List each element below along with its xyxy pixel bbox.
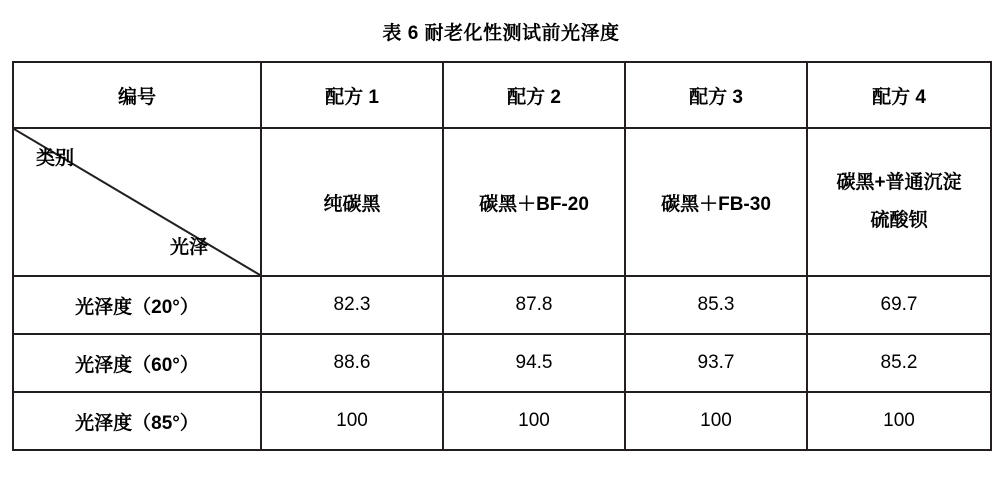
row-label-gloss-20: 光泽度（20°） — [13, 276, 261, 334]
header-cell-formula-3: 配方 3 — [625, 62, 807, 128]
header-cell-id: 编号 — [13, 62, 261, 128]
cell-gloss-20-formula-1: 82.3 — [261, 276, 443, 334]
cell-gloss-85-formula-1: 100 — [261, 392, 443, 450]
cell-gloss-60-formula-2: 94.5 — [443, 334, 625, 392]
formula-cell-2: 碳黑＋BF-20 — [443, 128, 625, 276]
split-cell-top-label: 类别 — [36, 148, 75, 169]
gloss-table — [12, 61, 992, 451]
table-header-row — [13, 62, 991, 128]
header-cell-formula-1: 配方 1 — [261, 62, 443, 128]
row-label-gloss-60: 光泽度（60°） — [13, 334, 261, 392]
cell-gloss-60-formula-3: 93.7 — [625, 334, 807, 392]
cell-gloss-85-formula-4: 100 — [807, 392, 991, 450]
table-row — [13, 334, 991, 392]
table-caption: 表 6 耐老化性测试前光泽度 — [382, 23, 620, 44]
cell-gloss-85-formula-2: 100 — [443, 392, 625, 450]
formula-cell-3: 碳黑＋FB-30 — [625, 128, 807, 276]
table-row — [13, 276, 991, 334]
table-row — [13, 392, 991, 450]
header-cell-formula-2: 配方 2 — [443, 62, 625, 128]
cell-gloss-20-formula-4: 69.7 — [807, 276, 991, 334]
formula-cell-1: 纯碳黑 — [261, 128, 443, 276]
formula-cell-4-line-2: 硫酸钡 — [870, 210, 928, 231]
cell-gloss-60-formula-4: 85.2 — [807, 334, 991, 392]
header-cell-formula-4: 配方 4 — [807, 62, 991, 128]
cell-gloss-20-formula-3: 85.3 — [625, 276, 807, 334]
formula-cell-4-line-1: 碳黑+普通沉淀 — [836, 172, 962, 193]
cell-gloss-85-formula-3: 100 — [625, 392, 807, 450]
split-cell-bottom-label: 光泽 — [169, 237, 208, 258]
diagonal-split-cell — [13, 128, 261, 276]
cell-gloss-60-formula-1: 88.6 — [261, 334, 443, 392]
cell-gloss-20-formula-2: 87.8 — [443, 276, 625, 334]
formula-cell-4 — [807, 128, 991, 276]
row-label-gloss-85: 光泽度（85°） — [13, 392, 261, 450]
table-formula-row — [13, 128, 991, 276]
